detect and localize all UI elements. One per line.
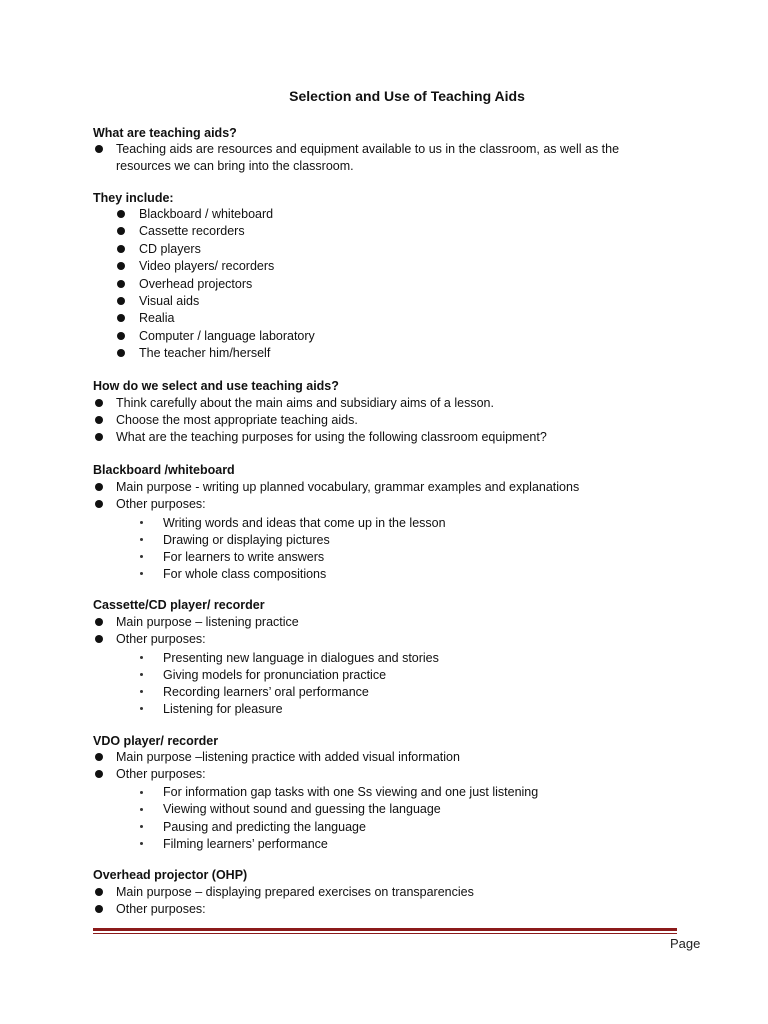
sub-item: For information gap tasks with one Ss viewing and one just listening (163, 785, 539, 799)
heading-how-do-we-select: How do we select and use teaching aids? (93, 379, 339, 393)
sub-item: Viewing without sound and guessing the language (163, 802, 441, 816)
other-purposes: Other purposes: (116, 902, 206, 916)
bullet-icon (117, 210, 125, 218)
list-item: Visual aids (139, 294, 200, 308)
heading-cassette: Cassette/CD player/ recorder (93, 598, 265, 612)
list-item: Think carefully about the main aims and subsidiary aims of a lesson. (116, 396, 494, 410)
sub-bullet-icon (140, 791, 143, 794)
list-item: CD players (139, 242, 201, 256)
sub-item: Listening for pleasure (163, 702, 283, 716)
bullet-icon (95, 416, 103, 424)
bullet-icon (95, 500, 103, 508)
sub-bullet-icon (140, 707, 143, 710)
bullet-icon (95, 888, 103, 896)
list-item: Overhead projectors (139, 277, 253, 291)
sub-item: For whole class compositions (163, 567, 327, 581)
list-item: resources we can bring into the classroom. (116, 159, 354, 173)
heading-vdo-player: VDO player/ recorder (93, 734, 219, 748)
bullet-icon (117, 314, 125, 322)
sub-item: Filming learners’ performance (163, 837, 328, 851)
list-item: What are the teaching purposes for using the following classroom equipment? (116, 430, 547, 444)
bullet-icon (95, 433, 103, 441)
sub-bullet-icon (140, 825, 143, 828)
sub-item: Pausing and predicting the language (163, 820, 366, 834)
list-item: Computer / language laboratory (139, 329, 315, 343)
sub-item: Presenting new language in dialogues and stories (163, 651, 439, 665)
bullet-icon (117, 297, 125, 305)
sub-item: Writing words and ideas that come up in the lesson (163, 516, 446, 530)
other-purposes: Other purposes: (116, 632, 206, 646)
list-item: Blackboard / whiteboard (139, 207, 274, 221)
bullet-icon (117, 332, 125, 340)
sub-bullet-icon (140, 538, 143, 541)
bullet-icon (95, 635, 103, 643)
list-item: Teaching aids are resources and equipment available to us in the classroom, as well as the (116, 142, 620, 156)
footer-rule-thin (93, 933, 677, 934)
sub-item: Giving models for pronunciation practice (163, 668, 387, 682)
bullet-icon (117, 280, 125, 288)
main-purpose: Main purpose – displaying prepared exercises on transparencies (116, 885, 474, 899)
sub-bullet-icon (140, 572, 143, 575)
sub-bullet-icon (140, 808, 143, 811)
bullet-icon (95, 770, 103, 778)
list-item: Cassette recorders (139, 224, 245, 238)
heading-overhead-projector: Overhead projector (OHP) (93, 868, 248, 882)
bullet-icon (117, 262, 125, 270)
page-title: Selection and Use of Teaching Aids (289, 88, 525, 104)
sub-item: Drawing or displaying pictures (163, 533, 330, 547)
main-purpose: Main purpose –listening practice with added visual information (116, 750, 460, 764)
heading-what-are-teaching-aids: What are teaching aids? (93, 126, 237, 140)
heading-blackboard: Blackboard /whiteboard (93, 463, 235, 477)
main-purpose: Main purpose – listening practice (116, 615, 299, 629)
sub-bullet-icon (140, 521, 143, 524)
main-purpose: Main purpose - writing up planned vocabulary, grammar examples and explanations (116, 480, 580, 494)
other-purposes: Other purposes: (116, 497, 206, 511)
bullet-icon (117, 245, 125, 253)
sub-bullet-icon (140, 656, 143, 659)
bullet-icon (117, 349, 125, 357)
bullet-icon (95, 905, 103, 913)
bullet-icon (95, 753, 103, 761)
other-purposes: Other purposes: (116, 767, 206, 781)
heading-they-include: They include: (93, 191, 174, 205)
sub-item: For learners to write answers (163, 550, 325, 564)
sub-bullet-icon (140, 842, 143, 845)
bullet-icon (95, 399, 103, 407)
list-item: The teacher him/herself (139, 346, 271, 360)
footer-rule-thick (93, 928, 677, 931)
sub-bullet-icon (140, 690, 143, 693)
list-item: Video players/ recorders (139, 259, 275, 273)
bullet-icon (95, 618, 103, 626)
bullet-icon (117, 227, 125, 235)
bullet-icon (95, 145, 103, 153)
sub-bullet-icon (140, 555, 143, 558)
list-item: Realia (139, 311, 175, 325)
sub-bullet-icon (140, 673, 143, 676)
sub-item: Recording learners’ oral performance (163, 685, 369, 699)
list-item: Choose the most appropriate teaching aids. (116, 413, 358, 427)
bullet-icon (95, 483, 103, 491)
page-label: Page (670, 936, 701, 951)
